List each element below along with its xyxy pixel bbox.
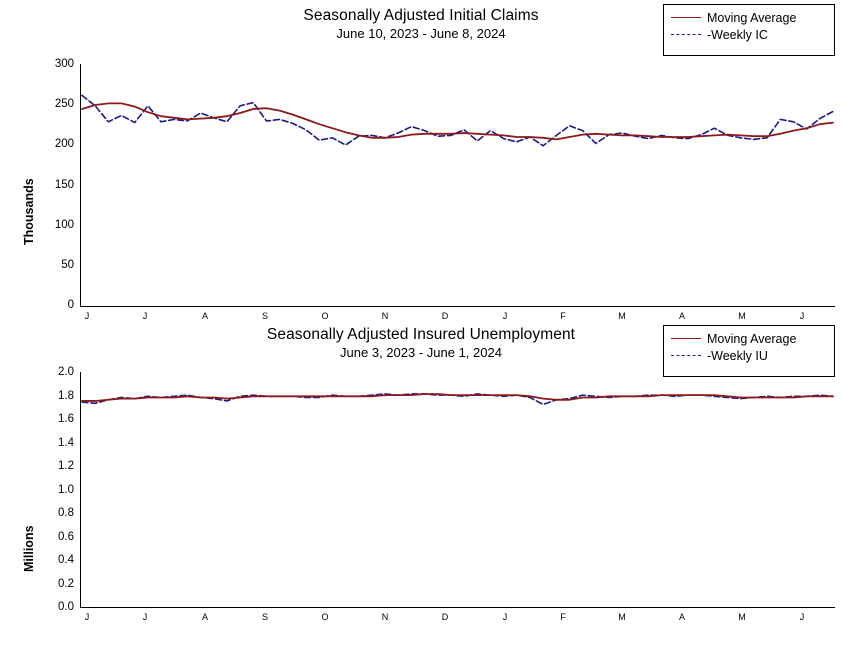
line-dashed-icon: [671, 351, 701, 361]
page-title-2: Seasonally Adjusted Insured Unemployment: [266, 326, 576, 343]
legend-label: Moving Average: [707, 331, 797, 346]
y-tick-label: 0.8: [58, 507, 74, 519]
plot-area-initial-claims: [80, 64, 835, 307]
x-tick-label: F: [560, 311, 566, 321]
x-tick-label: M: [618, 311, 626, 321]
plot-lines-2: [81, 372, 834, 606]
y-tick-label: 200: [54, 138, 74, 150]
y-tick-label: 1.2: [58, 460, 74, 472]
x-tick-label: O: [321, 311, 329, 321]
y-axis-label-millions: Millions: [22, 525, 36, 572]
x-tick-label: J: [502, 612, 508, 622]
x-tick-label: J: [799, 612, 805, 622]
line-solid-icon: [671, 13, 701, 23]
x-tick-label: A: [201, 612, 208, 622]
plot-area-insured-unemployment: [80, 372, 835, 608]
x-tick-label: S: [261, 311, 268, 321]
legend-insured-unemployment: [663, 325, 835, 377]
y-tick-label: 100: [54, 219, 74, 231]
plot-lines: [81, 64, 834, 305]
y-tick-label: 50: [61, 259, 74, 271]
chart-initial-claims: [0, 0, 842, 322]
y-tick-label: 300: [54, 58, 74, 70]
x-tick-label: A: [678, 612, 685, 622]
x-tick-label: J: [84, 311, 90, 321]
legend-item-moving-average-2[interactable]: [671, 330, 826, 347]
y-axis-label-thousands: Thousands: [22, 178, 36, 245]
x-tick-label: N: [381, 612, 389, 622]
y-tick-label: 0.6: [58, 531, 74, 543]
line-dashed-icon: [671, 30, 701, 40]
y-tick-label: 1.4: [58, 437, 74, 449]
chart-subtitle-2: June 3, 2023 - June 1, 2024: [340, 345, 502, 360]
legend-item-weekly-ic[interactable]: [671, 26, 826, 43]
x-tick-label: J: [142, 612, 148, 622]
line-solid-icon: [671, 334, 701, 344]
legend-item-weekly-iu[interactable]: [671, 347, 826, 364]
legend-label: -Weekly IU: [707, 348, 768, 363]
x-tick-label: J: [799, 311, 805, 321]
x-tick-label: M: [738, 612, 746, 622]
y-tick-label: 0: [67, 299, 74, 311]
legend-label: -Weekly IC: [707, 27, 768, 42]
y-tick-label: 0.0: [58, 601, 74, 613]
x-tick-label: J: [84, 612, 90, 622]
x-tick-label: S: [261, 612, 268, 622]
legend-label: Moving Average: [707, 10, 797, 25]
y-tick-label: 250: [54, 98, 74, 110]
page-title: Seasonally Adjusted Initial Claims: [303, 7, 539, 24]
chart-subtitle: June 10, 2023 - June 8, 2024: [336, 26, 506, 41]
x-tick-label: D: [441, 612, 449, 622]
y-tick-label: 0.4: [58, 554, 74, 566]
legend-initial-claims: [663, 4, 835, 56]
x-tick-label: J: [142, 311, 148, 321]
x-tick-label: N: [381, 311, 389, 321]
x-tick-label: O: [321, 612, 329, 622]
x-tick-label: A: [678, 311, 685, 321]
chart-insured-unemployment: [0, 322, 842, 647]
y-tick-label: 1.8: [58, 390, 74, 402]
y-tick-label: 1.0: [58, 484, 74, 496]
x-tick-label: D: [441, 311, 449, 321]
y-tick-label: 0.2: [58, 578, 74, 590]
y-tick-label: 1.6: [58, 413, 74, 425]
x-tick-label: A: [201, 311, 208, 321]
x-tick-label: M: [738, 311, 746, 321]
x-tick-label: M: [618, 612, 626, 622]
y-tick-label: 150: [54, 179, 74, 191]
y-tick-label: 2.0: [58, 366, 74, 378]
legend-item-moving-average[interactable]: [671, 9, 826, 26]
x-tick-label: J: [502, 311, 508, 321]
x-tick-label: F: [560, 612, 566, 622]
